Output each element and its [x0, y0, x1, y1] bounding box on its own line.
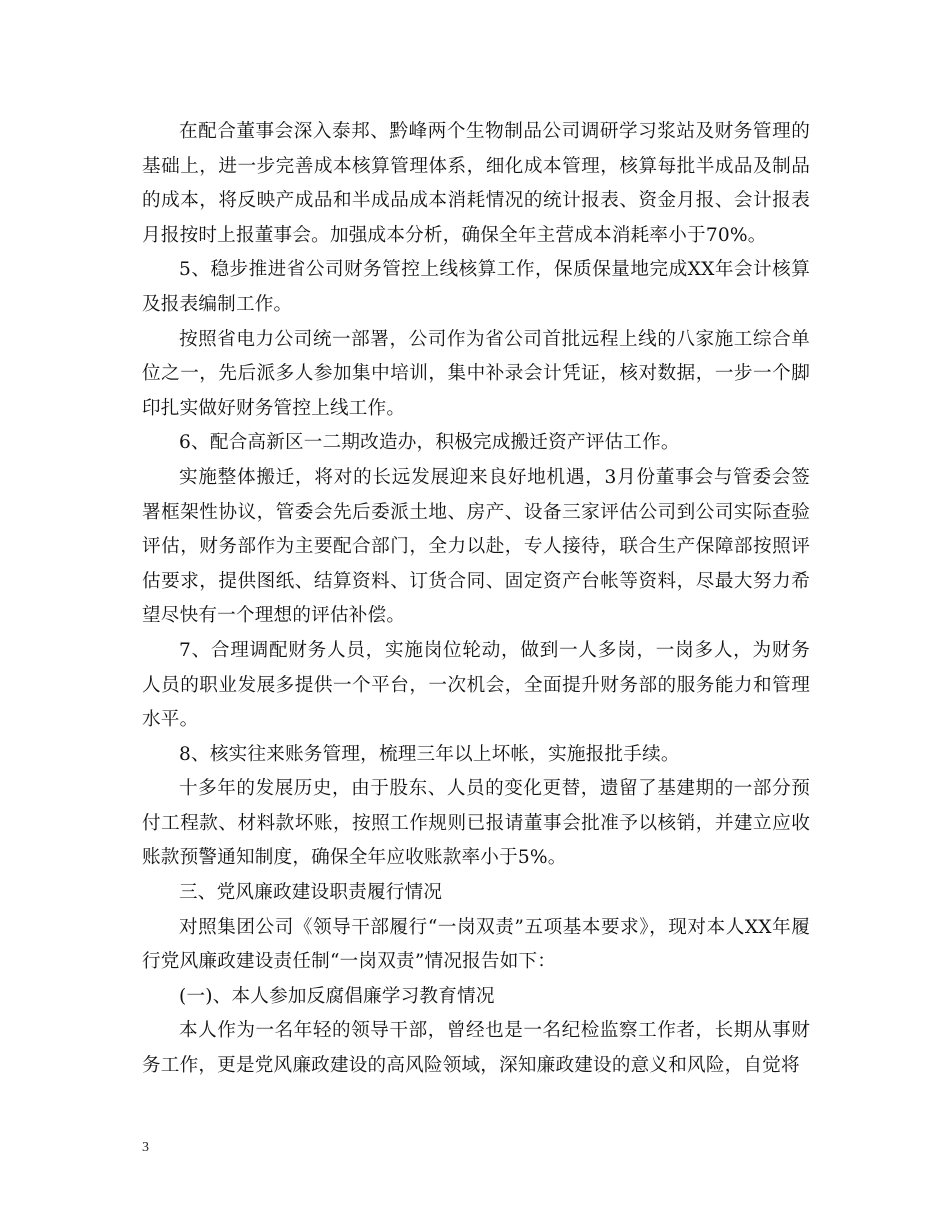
page-number: 3: [142, 1140, 149, 1155]
document-body: [142, 115, 810, 1084]
paragraph-item-6-heading: 6、配合高新区一二期改造办，积极完成搬迁资产评估工作。: [179, 432, 680, 454]
paragraph-item-6-detail: 实施整体搬迁，将对的长远发展迎来良好地机遇，3月份董事会与管委会签署框架性协议，管委会先后委派土地、房产、设备三家评估公司到公司实际查验评估，财务部作为主要配合部门，全力以赴，专人接待，联合生产保障部按照评估要求，提供图纸、结算资料、订货合同、固定资产台帐等资料，尽最大努力希望尽快有一个理想的评估补偿。: [142, 466, 810, 627]
paragraph-item-7: 7、合理调配财务人员，实施岗位轮动，做到一人多岗，一岗多人，为财务人员的职业发展多提供一个平台，一次机会，全面提升财务部的服务能力和管理水平。: [142, 639, 810, 731]
paragraph-self-description: 本人作为一名年轻的领导干部，曾经也是一名纪检监察工作者，长期从事财务工作，更是党风廉政建设的高风险领域，深知廉政建设的意义和风险，自觉将: [142, 1020, 810, 1077]
paragraph-item-8-heading: 8、核实往来账务管理，梳理三年以上坏帐，实施报批手续。: [179, 743, 680, 765]
paragraph-item-5-heading: 5、稳步推进省公司财务管控上线核算工作，保质保量地完成XX年会计核算及报表编制工作。: [142, 259, 810, 315]
section-heading-three: 三、党风廉政建设职责履行情况: [179, 882, 443, 904]
paragraph-report-intro: 对照集团公司《领导干部履行“一岗双责”五项基本要求》，现对本人XX年履行党风廉政建设责任制“一岗双责”情况报告如下：: [142, 916, 810, 973]
paragraph-cost-accounting: 在配合董事会深入泰邦、黔峰两个生物制品公司调研学习浆站及财务管理的基础上，进一步完善成本核算管理体系，细化成本管理，核算每批半成品及制品的成本，将反映产成品和半成品成本消耗情况的统计报表、资金月报、会计报表月报按时上报董事会。加强成本分析，确保全年主营成本消耗率小于70%。: [142, 121, 810, 246]
subsection-heading-one: (一)、本人参加反腐倡廉学习教育情况: [179, 985, 495, 1007]
paragraph-item-5-detail: 按照省电力公司统一部署，公司作为省公司首批远程上线的八家施工综合单位之一，先后派多人参加集中培训，集中补录会计凭证，核对数据，一步一个脚印扎实做好财务管控上线工作。: [142, 328, 810, 419]
paragraph-item-8-detail: 十多年的发展历史，由于股东、人员的变化更替，遗留了基建期的一部分预付工程款、材料款坏账，按照工作规则已报请董事会批准予以核销，并建立应收账款预警通知制度，确保全年应收账款率小于5%。: [142, 778, 810, 869]
